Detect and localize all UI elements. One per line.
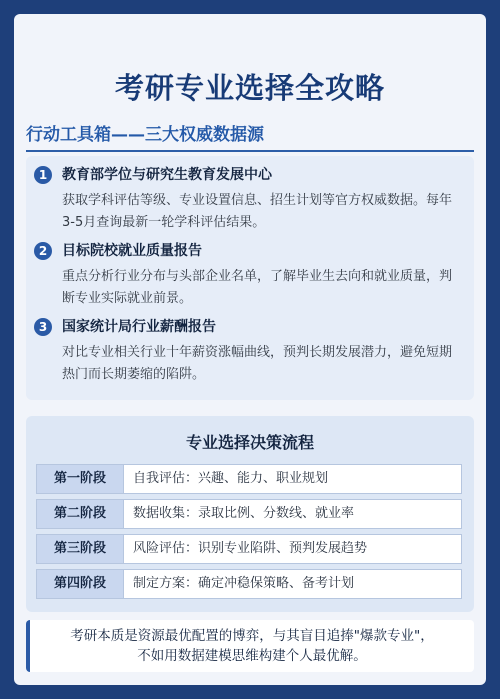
stage-content: 数据收集：录取比例、分数线、就业率 xyxy=(133,506,355,521)
number-badge: 2 xyxy=(34,242,52,260)
stage-content: 自我评估：兴趣、能力、职业规划 xyxy=(133,471,329,486)
source-title: 国家统计局行业薪酬报告 xyxy=(62,319,216,335)
stage-label: 第一阶段 xyxy=(37,465,124,493)
source-description: 对比专业相关行业十年薪资涨幅曲线，预判长期发展潜力，避免短期热门而长期萎缩的陷阱。 xyxy=(62,345,453,382)
source-description: 重点分析行业分布与头部企业名单，了解毕业生去向和就业质量，判断专业实际就业前景。 xyxy=(62,269,453,306)
stage-label: 第三阶段 xyxy=(37,535,124,563)
document-page xyxy=(14,14,486,685)
data-sources-card xyxy=(26,156,474,400)
quote-accent-bar xyxy=(26,620,30,672)
stage-content: 风险评估：识别专业陷阱、预判发展趋势 xyxy=(133,541,368,556)
table-row xyxy=(36,464,462,494)
table-row xyxy=(36,534,462,564)
flow-title: 专业选择决策流程 xyxy=(185,433,314,452)
stage-label: 第四阶段 xyxy=(37,570,124,598)
number-badge: 1 xyxy=(34,166,52,184)
source-title: 目标院校就业质量报告 xyxy=(62,243,202,259)
number-badge: 3 xyxy=(34,318,52,336)
stage-content: 制定方案：确定冲稳保策略、备考计划 xyxy=(133,576,355,591)
quote-line: 考研本质是资源最优配置的博弈，与其盲目追捧"爆款专业"， xyxy=(70,628,434,644)
page-title: 考研专业选择全攻略 xyxy=(114,71,385,105)
quote-text xyxy=(40,626,464,666)
section-heading xyxy=(26,120,474,152)
quote-line: 不如用数据建模思维构建个人最优解。 xyxy=(137,648,367,664)
source-description: 获取学科评估等级、专业设置信息、招生计划等官方权威数据。每年3-5月查询最新一轮学科评估结果。 xyxy=(62,193,453,230)
source-title: 教育部学位与研究生教育发展中心 xyxy=(62,167,272,183)
summary-quote xyxy=(26,620,474,672)
section-heading-text: 行动工具箱——三大权威数据源 xyxy=(26,125,264,145)
table-row xyxy=(36,499,462,529)
table-row xyxy=(36,569,462,599)
decision-flow-card xyxy=(26,416,474,612)
stage-label: 第二阶段 xyxy=(37,500,124,528)
